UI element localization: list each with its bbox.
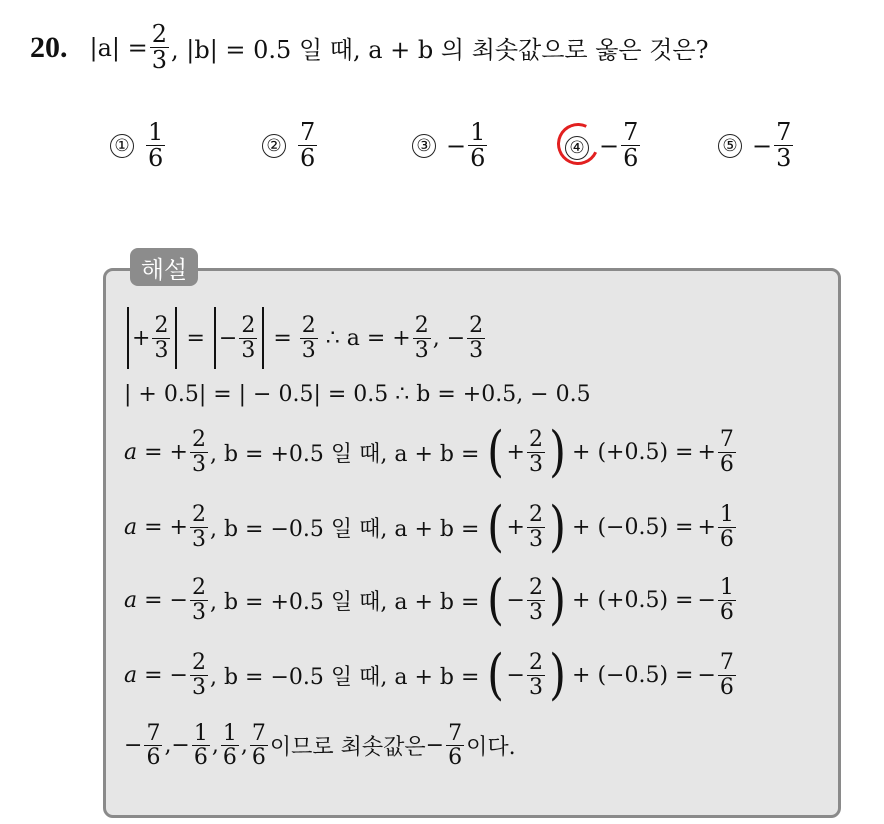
solution-line-1: + $\frac{2}{3}$ = − $\frac{2}{3}$ = $\frac{2}{3}$ ∴ a = + $\frac{2}{3}$ , − $\frac{2}{3}$ xyxy=(124,307,487,369)
choice-fraction: $\frac{1}{6}$ xyxy=(148,118,164,173)
choice-fraction: $\frac{7}{3}$ xyxy=(776,118,792,173)
choice-mark: ③ xyxy=(412,134,436,158)
solution-tag: 해설 xyxy=(130,248,198,286)
solution-conclusion: − $\frac{7}{6}$ ,− $\frac{1}{6}$ , $\frac{1}{6}$ , $\frac{7}{6}$ 이므로 최솟값은 − $\frac{7}{6}$ 이다. xyxy=(124,721,516,771)
choice-mark: ② xyxy=(262,134,286,158)
solution-case-1: a = + $\frac{2}{3}$ , b = +0.5 일 때, a + b = ( + $\frac{2}{3}$ ) + (+0.5) = + $\frac{7}{6}$ xyxy=(124,420,734,483)
choice-1[interactable] xyxy=(110,120,167,171)
choice-fraction: $\frac{1}{6}$ xyxy=(470,118,486,173)
choice-4[interactable]: ④ − $\frac{7}{6}$ xyxy=(565,120,642,171)
choice-2[interactable] xyxy=(262,120,319,171)
question xyxy=(30,22,708,73)
choice-mark: ⑤ xyxy=(718,134,742,158)
choice-fraction: $\frac{7}{6}$ xyxy=(623,118,639,173)
question-prefix: |a| = xyxy=(89,33,148,62)
solution-case-3: a = − $\frac{2}{3}$ , b = +0.5 일 때, a + b = ( − $\frac{2}{3}$ ) + (+0.5) = − $\frac{1}{6}$ xyxy=(124,568,734,631)
choice-mark: ① xyxy=(110,134,134,158)
question-text: , |b| = 0.5 일 때, a + b 의 최솟값으로 옳은 것은? xyxy=(171,36,709,65)
choice-mark: ④ xyxy=(565,136,589,160)
selected-answer-circle xyxy=(551,117,605,171)
choice-3[interactable]: ③ − $\frac{1}{6}$ xyxy=(412,120,489,171)
choice-5[interactable]: ⑤ − $\frac{7}{3}$ xyxy=(718,120,795,171)
solution-case-2: a = + $\frac{2}{3}$ , b = −0.5 일 때, a + b = ( + $\frac{2}{3}$ ) + (−0.5) = + $\frac{1}{6}$ xyxy=(124,495,734,558)
choice-fraction: $\frac{7}{6}$ xyxy=(300,118,316,173)
question-fraction: $\frac{2}{3}$ xyxy=(151,20,167,75)
solution-case-4: a = − $\frac{2}{3}$ , b = −0.5 일 때, a + b = ( − $\frac{2}{3}$ ) + (−0.5) = − $\frac{7}{6}$ xyxy=(124,643,734,706)
question-number: 20. xyxy=(30,30,68,64)
solution-line-2: | + 0.5| = | − 0.5| = 0.5 ∴ b = +0.5, − 0.5 xyxy=(124,382,591,407)
